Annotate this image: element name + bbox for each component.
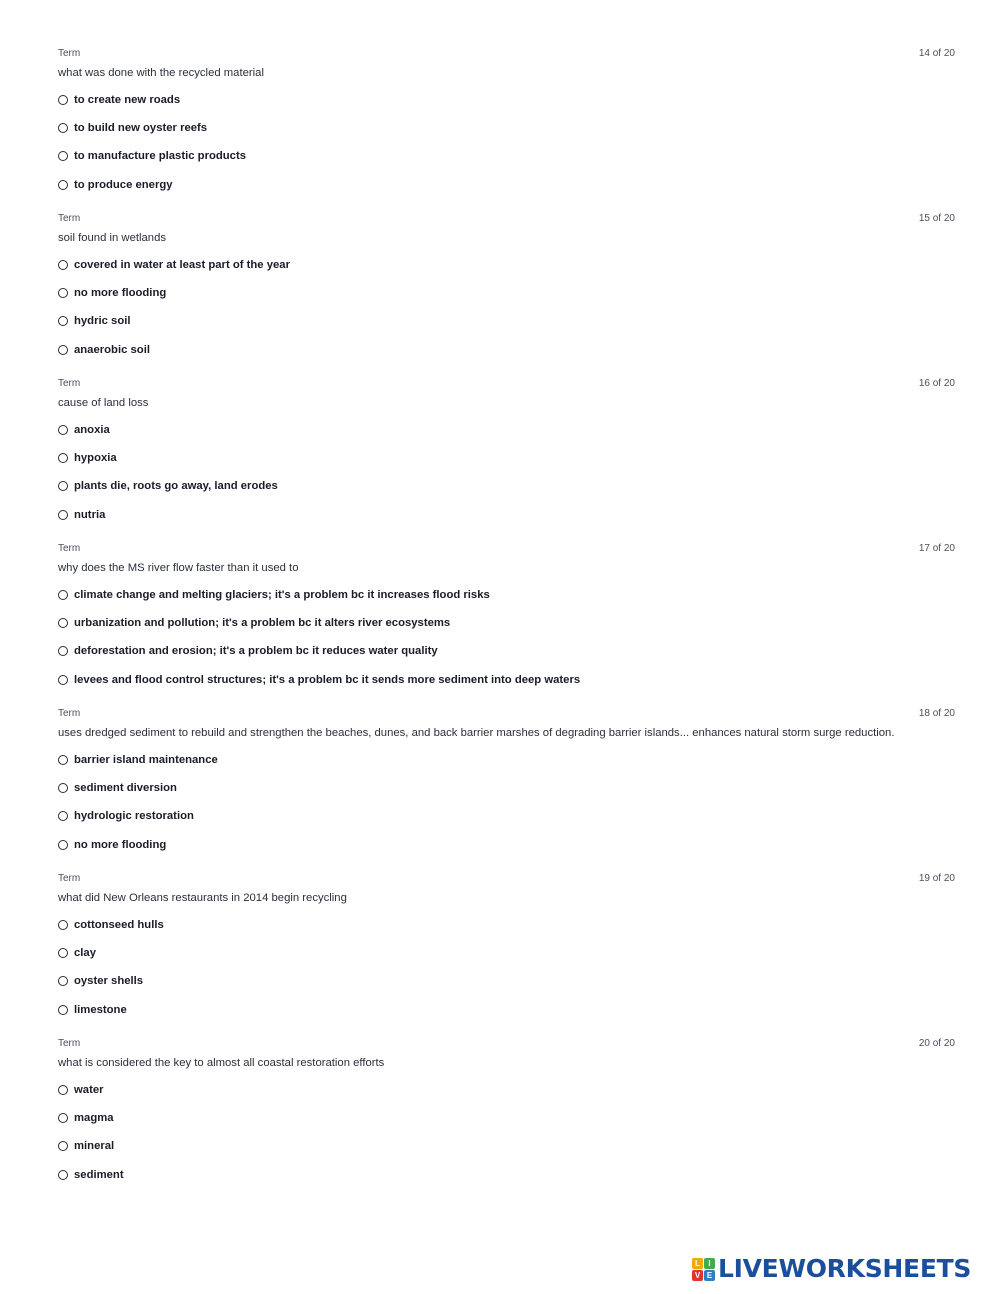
answer-option-label: sediment bbox=[74, 1168, 124, 1181]
answer-option[interactable] bbox=[58, 585, 955, 605]
question-header bbox=[58, 46, 955, 61]
answer-option-label: nutria bbox=[74, 508, 106, 521]
radio-button-icon[interactable] bbox=[58, 180, 68, 190]
radio-button-icon[interactable] bbox=[58, 811, 68, 821]
radio-button-icon[interactable] bbox=[58, 1085, 68, 1095]
answer-option-label: hypoxia bbox=[74, 452, 117, 465]
answer-option-label: urbanization and pollution; it's a problem bc it alters river ecosystems bbox=[74, 617, 451, 630]
answer-option-label: covered in water at least part of the year bbox=[74, 259, 290, 271]
answer-option[interactable] bbox=[58, 943, 955, 963]
radio-button-icon[interactable] bbox=[58, 948, 68, 958]
radio-button-icon[interactable] bbox=[58, 95, 68, 105]
radio-button-icon[interactable] bbox=[58, 1170, 68, 1180]
answer-option-label: no more flooding bbox=[74, 838, 167, 851]
radio-button-icon[interactable] bbox=[58, 1141, 68, 1151]
radio-button-icon[interactable] bbox=[58, 151, 68, 161]
question-counter: 20 of 20 bbox=[918, 1038, 955, 1049]
answer-option-label: to create new roads bbox=[74, 94, 181, 106]
answer-option-label: climate change and melting glaciers; it's a problem bc it increases flood risks bbox=[74, 589, 490, 601]
radio-button-icon[interactable] bbox=[58, 1005, 68, 1015]
answer-option[interactable] bbox=[58, 613, 955, 633]
radio-button-icon[interactable] bbox=[58, 618, 68, 628]
answer-option-label: to build new oyster reefs bbox=[74, 122, 208, 135]
answer-option-label: anaerobic soil bbox=[74, 343, 150, 356]
question-block bbox=[58, 871, 955, 1036]
answer-option-label: water bbox=[74, 1084, 104, 1096]
question-header bbox=[58, 871, 955, 886]
radio-button-icon[interactable] bbox=[58, 288, 68, 298]
answer-options bbox=[58, 255, 955, 360]
question-header bbox=[58, 1036, 955, 1051]
radio-button-icon[interactable] bbox=[58, 755, 68, 765]
answer-option-label: hydrologic restoration bbox=[74, 810, 194, 823]
radio-button-icon[interactable] bbox=[58, 425, 68, 435]
answer-option[interactable] bbox=[58, 420, 955, 440]
question-header bbox=[58, 211, 955, 226]
question-counter: 17 of 20 bbox=[918, 543, 955, 554]
answer-option[interactable] bbox=[58, 90, 955, 110]
radio-button-icon[interactable] bbox=[58, 783, 68, 793]
answer-option-label: clay bbox=[74, 947, 96, 960]
logo-mark-letter-i: I bbox=[704, 1258, 715, 1269]
radio-button-icon[interactable] bbox=[58, 590, 68, 600]
radio-button-icon[interactable] bbox=[58, 675, 68, 685]
question-counter: 15 of 20 bbox=[918, 213, 955, 224]
question-block bbox=[58, 376, 955, 541]
answer-option[interactable] bbox=[58, 1165, 955, 1185]
answer-option-label: plants die, roots go away, land erodes bbox=[74, 480, 278, 493]
radio-button-icon[interactable] bbox=[58, 345, 68, 355]
answer-options bbox=[58, 585, 955, 690]
question-prompt: soil found in wetlands bbox=[58, 232, 167, 244]
radio-button-icon[interactable] bbox=[58, 1113, 68, 1123]
answer-option[interactable] bbox=[58, 835, 955, 855]
answer-option-label: cottonseed hulls bbox=[74, 919, 164, 931]
question-prompt: what is considered the key to almost all coastal restoration efforts bbox=[58, 1057, 385, 1069]
question-prompt: why does the MS river flow faster than it used to bbox=[58, 562, 299, 574]
radio-button-icon[interactable] bbox=[58, 481, 68, 491]
answer-option-label: to produce energy bbox=[74, 178, 173, 191]
question-block bbox=[58, 706, 955, 871]
answer-option[interactable] bbox=[58, 505, 955, 525]
answer-option[interactable] bbox=[58, 641, 955, 661]
answer-option[interactable] bbox=[58, 1080, 955, 1100]
answer-options bbox=[58, 1080, 955, 1185]
answer-option-label: limestone bbox=[74, 1003, 127, 1016]
logo-mark-letter-l: L bbox=[692, 1258, 703, 1269]
question-prompt: what was done with the recycled material bbox=[58, 67, 264, 79]
answer-option[interactable] bbox=[58, 340, 955, 360]
answer-option-label: oyster shells bbox=[74, 975, 144, 988]
logo-mark-icon bbox=[692, 1258, 715, 1281]
radio-button-icon[interactable] bbox=[58, 976, 68, 986]
answer-option[interactable] bbox=[58, 1136, 955, 1156]
questions-list bbox=[58, 46, 955, 1201]
term-label: Term bbox=[58, 48, 81, 59]
question-block bbox=[58, 46, 955, 211]
answer-option[interactable] bbox=[58, 670, 955, 690]
answer-option[interactable] bbox=[58, 1108, 955, 1128]
answer-option[interactable] bbox=[58, 750, 955, 770]
radio-button-icon[interactable] bbox=[58, 510, 68, 520]
answer-option[interactable] bbox=[58, 806, 955, 826]
logo-mark-letter-v: V bbox=[692, 1270, 703, 1281]
answer-option[interactable] bbox=[58, 971, 955, 991]
answer-option-label: to manufacture plastic products bbox=[74, 150, 246, 163]
answer-option[interactable] bbox=[58, 311, 955, 331]
question-block bbox=[58, 211, 955, 376]
answer-option[interactable] bbox=[58, 283, 955, 303]
question-prompt: cause of land loss bbox=[58, 397, 149, 409]
question-header bbox=[58, 541, 955, 556]
answer-option-label: no more flooding bbox=[74, 287, 167, 300]
term-label: Term bbox=[58, 378, 81, 389]
term-label: Term bbox=[58, 708, 81, 719]
answer-option[interactable] bbox=[58, 175, 955, 195]
question-block bbox=[58, 541, 955, 706]
term-label: Term bbox=[58, 873, 81, 884]
question-block bbox=[58, 1036, 955, 1201]
question-header bbox=[58, 376, 955, 391]
question-counter: 19 of 20 bbox=[918, 873, 955, 884]
liveworksheets-logo bbox=[692, 1255, 971, 1283]
answer-option-label: levees and flood control structures; it's a problem bc it sends more sediment into deep waters bbox=[74, 673, 581, 686]
answer-option-label: mineral bbox=[74, 1140, 115, 1153]
radio-button-icon[interactable] bbox=[58, 453, 68, 463]
radio-button-icon[interactable] bbox=[58, 840, 68, 850]
radio-button-icon[interactable] bbox=[58, 260, 68, 270]
answer-option[interactable] bbox=[58, 255, 955, 275]
answer-option-label: anoxia bbox=[74, 424, 110, 436]
answer-option[interactable] bbox=[58, 476, 955, 496]
question-counter: 16 of 20 bbox=[918, 378, 955, 389]
answer-options bbox=[58, 915, 955, 1020]
answer-option[interactable] bbox=[58, 915, 955, 935]
logo-mark-letter-e: E bbox=[704, 1270, 715, 1281]
answer-option[interactable] bbox=[58, 778, 955, 798]
radio-button-icon[interactable] bbox=[58, 123, 68, 133]
answer-option[interactable] bbox=[58, 1000, 955, 1020]
answer-option[interactable] bbox=[58, 448, 955, 468]
answer-option[interactable] bbox=[58, 146, 955, 166]
logo-text: LIVEWORKSHEETS bbox=[718, 1254, 972, 1283]
answer-options bbox=[58, 90, 955, 195]
answer-option[interactable] bbox=[58, 118, 955, 138]
answer-options bbox=[58, 420, 955, 525]
question-counter: 14 of 20 bbox=[918, 48, 955, 59]
answer-option-label: sediment diversion bbox=[74, 782, 177, 795]
radio-button-icon[interactable] bbox=[58, 920, 68, 930]
question-counter: 18 of 20 bbox=[918, 708, 955, 719]
radio-button-icon[interactable] bbox=[58, 316, 68, 326]
term-label: Term bbox=[58, 213, 81, 224]
answer-option-label: deforestation and erosion; it's a problem bc it reduces water quality bbox=[74, 645, 438, 658]
term-label: Term bbox=[58, 1038, 81, 1049]
question-header bbox=[58, 706, 955, 721]
term-label: Term bbox=[58, 543, 81, 554]
answer-option-label: magma bbox=[74, 1112, 114, 1125]
radio-button-icon[interactable] bbox=[58, 646, 68, 656]
answer-options bbox=[58, 750, 955, 855]
question-prompt: uses dredged sediment to rebuild and strengthen the beaches, dunes, and back barrier marshes of degrading barrier islands... enhances natural storm surge reduction. bbox=[58, 727, 895, 739]
answer-option-label: barrier island maintenance bbox=[74, 754, 218, 766]
question-prompt: what did New Orleans restaurants in 2014 begin recycling bbox=[58, 892, 347, 904]
answer-option-label: hydric soil bbox=[74, 315, 131, 328]
